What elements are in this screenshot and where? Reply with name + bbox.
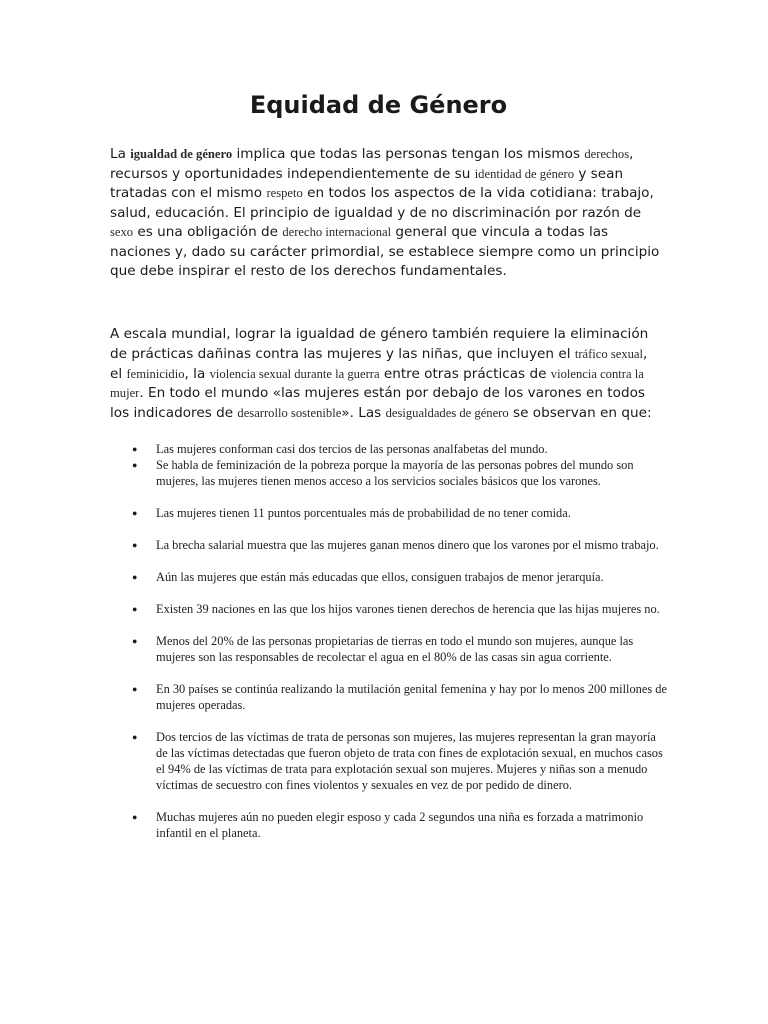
list-item (110, 537, 670, 553)
list-item-text: Aún las mujeres que están más educadas que ellos, consiguen trabajos de menor jerarquía. (156, 570, 604, 584)
text-run: desigualdades de género (385, 406, 509, 421)
text-run: implica que todas las personas tengan los mismos (232, 146, 585, 162)
text-run: A escala mundial, lograr la igualdad de género también requiere la eliminación de prácticas dañinas contra las mujeres y las niñas, que incluyen el (110, 326, 649, 362)
bullet-icon: ● (132, 636, 138, 646)
list-item (110, 809, 670, 841)
text-run: derechos (584, 147, 630, 161)
inequality-list (110, 441, 670, 857)
text-run: igualdad de género (130, 147, 233, 161)
text-run: derecho internacional (282, 225, 392, 239)
text-run: sexo (110, 225, 134, 239)
list-item-text: En 30 países se continúa realizando la mutilación genital femenina y hay por lo menos 200 millones de mujeres operadas. (156, 682, 667, 712)
bullet-icon: ● (132, 540, 138, 550)
list-item-text: Muchas mujeres aún no pueden elegir esposo y cada 2 segundos una niña es forzada a matrimonio infantil en el planeta. (156, 810, 644, 840)
list-item (110, 505, 670, 521)
list-item-text: Existen 39 naciones en las que los hijos varones tienen derechos de herencia que las hijas mujeres no. (156, 602, 660, 616)
text-run: ». Las (341, 405, 386, 422)
text-run: . En todo el mundo «las mujeres están por debajo de los varones en todos los indicadores de (110, 385, 645, 422)
bullet-icon: ● (132, 508, 138, 518)
text-run: violencia sexual durante la guerra (209, 366, 380, 381)
text-run: identidad de género (474, 166, 574, 181)
list-item-text: La brecha salarial muestra que las mujeres ganan menos dinero que los varones por el mismo trabajo. (156, 538, 659, 552)
list-item-text: Se habla de feminización de la pobreza porque la mayoría de las personas pobres del mundo son mujeres, las mujeres tienen menos acceso a los servicios sociales básicos que los varones. (156, 458, 634, 488)
text-run: , recursos y oportunidades independientemente de su (110, 146, 634, 182)
page-title: Equidad de Género (249, 91, 508, 119)
bullet-icon: ● (132, 604, 138, 614)
text-run: en todos los aspectos de la vida cotidiana: trabajo, salud, educación. El principio de igualdad y de no discriminación por razón de (110, 185, 654, 221)
global-scale-paragraph (110, 325, 660, 424)
text-run: feminicidio (126, 366, 185, 381)
bullet-icon: ● (132, 572, 138, 582)
bullet-icon: ● (132, 812, 138, 822)
list-item (110, 441, 670, 457)
list-item-text: Las mujeres conforman casi dos tercios de las personas analfabetas del mundo. (156, 442, 548, 456)
intro-paragraph (110, 145, 660, 282)
list-item (110, 569, 670, 585)
bullet-icon: ● (132, 460, 138, 470)
text-run: desarrollo sostenible (237, 406, 342, 421)
text-run: y sean tratadas con el mismo (110, 165, 624, 201)
list-item (110, 457, 670, 489)
text-run: , el (110, 345, 648, 382)
bullet-icon: ● (132, 444, 138, 454)
text-run: se observan en que: (508, 405, 652, 422)
text-run: La (110, 146, 131, 162)
bullet-icon: ● (132, 684, 138, 694)
list-item (110, 633, 670, 665)
text-run: , la (184, 365, 210, 382)
list-item-text: Las mujeres tienen 11 puntos porcentuales más de probabilidad de no tener comida. (156, 506, 571, 520)
text-run: general que vincula a todas las naciones y, dado su carácter primordial, se establece siempre como un principio que debe inspirar el resto de los derechos fundamentales. (110, 224, 660, 279)
text-run: respeto (266, 186, 303, 200)
list-item-text: Dos tercios de las víctimas de trata de personas son mujeres, las mujeres representan la gran mayoría de las víctimas detectadas que fueron objeto de trata con fines de explotación sexual, en muchos casos el 94% de las víctimas de trata para explotación sexual son mujeres. Mujeres y niñas son a menudo víctimas de secuestro con fines violentos y sexuales en vez de por pedido de dinero. (156, 730, 663, 792)
text-run: tráfico sexual (574, 346, 644, 361)
bullet-icon: ● (132, 732, 138, 742)
list-item-text: Menos del 20% de las personas propietarias de tierras en todo el mundo son mujeres, aunque las mujeres son las responsables de recolectar el agua en el 80% de las casas sin agua corriente. (156, 634, 634, 664)
text-run: es una obligación de (133, 224, 283, 240)
list-item (110, 729, 670, 793)
list-item (110, 601, 670, 617)
text-run: violencia contra la mujer (110, 366, 644, 401)
list-item (110, 681, 670, 713)
text-run: entre otras prácticas de (379, 365, 551, 382)
